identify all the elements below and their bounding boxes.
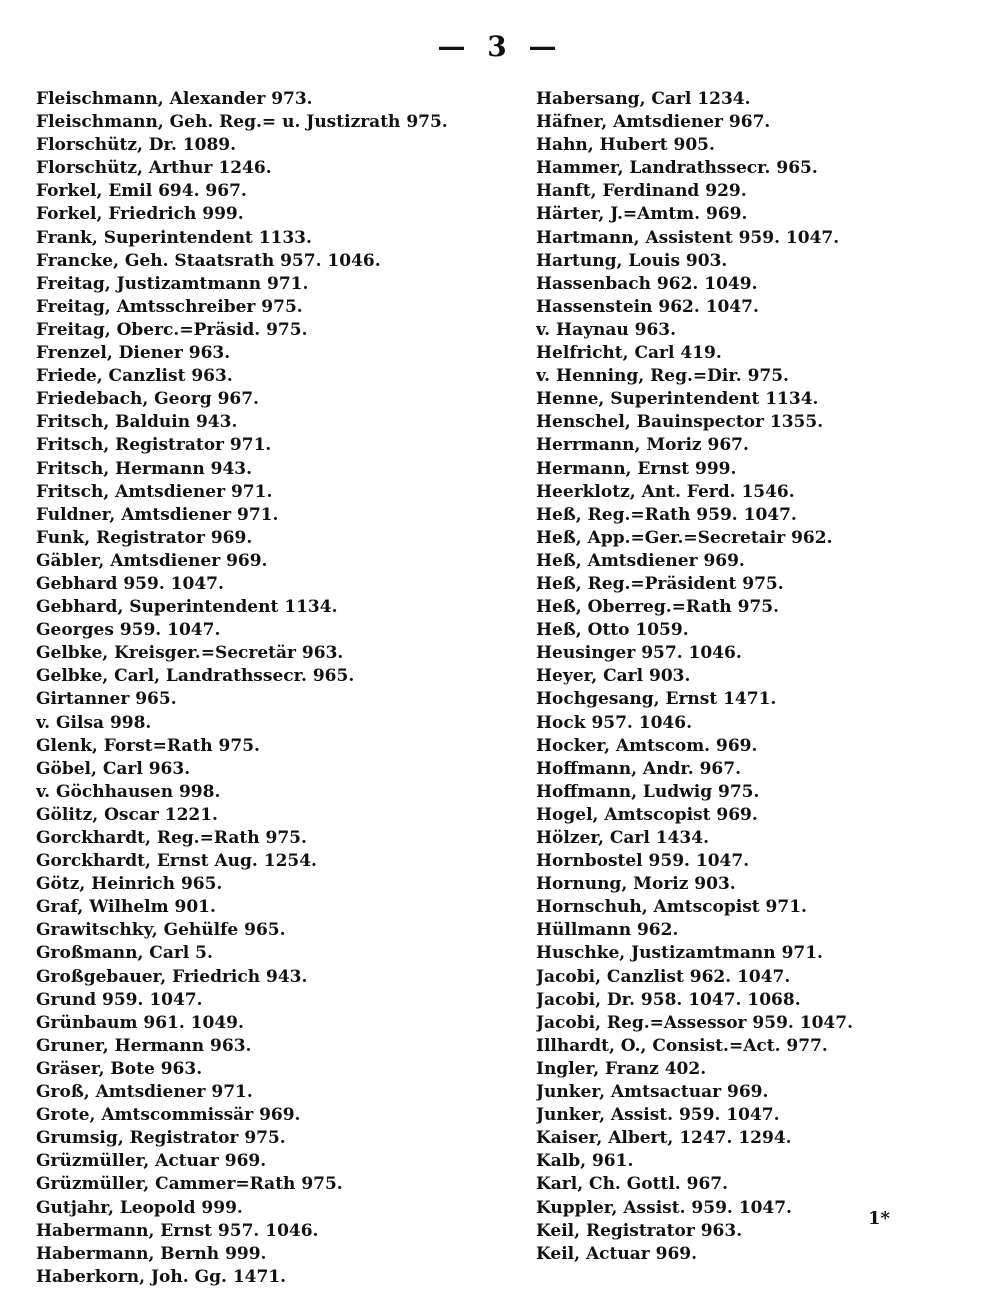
index-entry: Forkel, Friedrich 999. xyxy=(36,204,244,225)
index-entry: Großmann, Carl 5. xyxy=(36,943,213,964)
index-entry: Freitag, Oberc.=Präsid. 975. xyxy=(36,319,308,340)
index-entry: Götz, Heinrich 965. xyxy=(36,874,223,895)
index-entry: Heyer, Carl 903. xyxy=(536,666,691,687)
index-entry: Hammer, Landrathssecr. 965. xyxy=(536,158,818,179)
index-entry: Ingler, Franz 402. xyxy=(536,1058,707,1079)
index-entry: Heß, Oberreg.=Rath 975. xyxy=(536,597,779,618)
index-entry: Gölitz, Oscar 1221. xyxy=(36,804,218,825)
index-entry: Jacobi, Canzlist 962. 1047. xyxy=(536,966,791,987)
index-entry: Groß, Amtsdiener 971. xyxy=(36,1082,253,1103)
index-entry: Kalb, 961. xyxy=(536,1151,634,1172)
index-entry: Hocker, Amtscom. 969. xyxy=(536,735,758,756)
index-entry: Gelbke, Carl, Landrathssecr. 965. xyxy=(36,666,355,687)
index-entry: v. Haynau 963. xyxy=(536,319,677,340)
right-column xyxy=(536,88,1000,1266)
index-entry: Habermann, Ernst 957. 1046. xyxy=(36,1220,319,1241)
index-entry: Hölzer, Carl 1434. xyxy=(536,828,709,848)
index-entry: Gorckhardt, Reg.=Rath 975. xyxy=(36,828,307,848)
index-entry: Gebhard, Superintendent 1134. xyxy=(36,597,338,618)
index-entry: Helfricht, Carl 419. xyxy=(536,343,722,364)
index-entry: Hanft, Ferdinand 929. xyxy=(536,181,747,202)
index-entry: Karl, Ch. Gottl. 967. xyxy=(536,1174,729,1195)
index-entry: Hassenstein 962. 1047. xyxy=(536,296,759,317)
index-entry: Freitag, Justizamtmann 971. xyxy=(36,273,309,294)
index-entry: Heß, Otto 1059. xyxy=(536,620,689,641)
index-entry: Habermann, Bernh 999. xyxy=(36,1243,267,1264)
index-entry: Girtanner 965. xyxy=(36,689,177,710)
index-entry: Gebhard 959. 1047. xyxy=(36,573,224,594)
index-entry: Henschel, Bauinspector 1355. xyxy=(536,412,824,433)
index-entry: Herrmann, Moriz 967. xyxy=(536,435,749,456)
index-entry: Großgebauer, Friedrich 943. xyxy=(36,966,308,987)
index-entry: Härter, J.=Amtm. 969. xyxy=(536,204,748,225)
index-entry: Jacobi, Dr. 958. 1047. 1068. xyxy=(536,989,801,1010)
index-entry: Hartmann, Assistent 959. 1047. xyxy=(536,227,840,248)
index-entry: Grüzmüller, Actuar 969. xyxy=(36,1151,267,1172)
index-entry: Grüzmüller, Cammer=Rath 975. xyxy=(36,1174,343,1195)
index-entry: Heusinger 957. 1046. xyxy=(536,643,742,664)
index-entry: Heß, Reg.=Rath 959. 1047. xyxy=(536,504,797,525)
index-entry: Heß, Reg.=Präsident 975. xyxy=(536,573,784,594)
index-entry: Heerklotz, Ant. Ferd. 1546. xyxy=(536,481,795,502)
index-entry: Frenzel, Diener 963. xyxy=(36,343,231,364)
index-entry: Gelbke, Kreisger.=Secretär 963. xyxy=(36,643,344,664)
index-entry: Heß, Amtsdiener 969. xyxy=(536,550,745,571)
index-entry: Hoffmann, Ludwig 975. xyxy=(536,781,760,802)
index-entry: Habersang, Carl 1234. xyxy=(536,89,751,109)
index-entry: Göbel, Carl 963. xyxy=(36,758,191,779)
index-entry: Hornung, Moriz 903. xyxy=(536,874,736,895)
index-entry: Fleischmann, Alexander 973. xyxy=(36,89,313,109)
index-entry: Heß, App.=Ger.=Secretair 962. xyxy=(536,527,833,548)
index-entry: Hornbostel 959. 1047. xyxy=(536,851,750,872)
index-entry: Fleischmann, Geh. Reg.= u. Justizrath 975. xyxy=(36,112,448,133)
index-entry: Forkel, Emil 694. 967. xyxy=(36,181,247,202)
index-entry: Grawitschky, Gehülfe 965. xyxy=(36,920,286,941)
index-entry: Kuppler, Assist. 959. 1047. xyxy=(536,1197,792,1218)
index-entry: Junker, Amtsactuar 969. xyxy=(536,1082,769,1103)
index-entry: Hermann, Ernst 999. xyxy=(536,458,737,479)
index-entry: Glenk, Forst=Rath 975. xyxy=(36,735,260,756)
index-entry: Hartung, Louis 903. xyxy=(536,250,728,271)
index-entry: Frank, Superintendent 1133. xyxy=(36,227,312,248)
index-entry: Fritsch, Amtsdiener 971. xyxy=(36,481,273,502)
index-entry: Fritsch, Balduin 943. xyxy=(36,412,238,433)
signature-mark: 1* xyxy=(868,1208,890,1229)
index-entry: Hogel, Amtscopist 969. xyxy=(536,804,758,825)
index-entry: Keil, Actuar 969. xyxy=(536,1243,698,1264)
index-entry: Hüllmann 962. xyxy=(536,920,679,941)
index-entry: Florschütz, Dr. 1089. xyxy=(36,135,237,156)
index-entry: Fritsch, Registrator 971. xyxy=(36,435,272,456)
index-entry: Hornschuh, Amtscopist 971. xyxy=(536,897,807,918)
index-entry: Haberkorn, Joh. Gg. 1471. xyxy=(36,1266,287,1287)
index-entry: Grund 959. 1047. xyxy=(36,989,203,1010)
index-entry: Illhardt, O., Consist.=Act. 977. xyxy=(536,1035,828,1056)
index-entry: Fuldner, Amtsdiener 971. xyxy=(36,504,279,525)
index-entry: Freitag, Amtsschreiber 975. xyxy=(36,296,303,317)
index-entry: Hahn, Hubert 905. xyxy=(536,135,715,156)
index-entry: Hassenbach 962. 1049. xyxy=(536,273,758,294)
page-number: — 3 — xyxy=(437,30,563,63)
index-entry: Francke, Geh. Staatsrath 957. 1046. xyxy=(36,250,381,271)
index-entry: Hochgesang, Ernst 1471. xyxy=(536,689,777,710)
index-entry: Grünbaum 961. 1049. xyxy=(36,1012,244,1033)
index-entry: Gäbler, Amtsdiener 969. xyxy=(36,550,268,571)
index-entry: Gruner, Hermann 963. xyxy=(36,1035,252,1056)
index-entry: Kaiser, Albert, 1247. 1294. xyxy=(536,1128,792,1149)
index-entry: v. Göchhausen 998. xyxy=(36,781,221,802)
index-entry: Häfner, Amtsdiener 967. xyxy=(536,112,771,133)
index-entry: Florschütz, Arthur 1246. xyxy=(36,158,272,179)
left-column xyxy=(36,88,506,1289)
index-entry: Hock 957. 1046. xyxy=(536,712,693,733)
index-entry: Grumsig, Registrator 975. xyxy=(36,1128,286,1149)
index-entry: Hoffmann, Andr. 967. xyxy=(536,758,741,779)
index-entry: v. Henning, Reg.=Dir. 975. xyxy=(536,366,789,387)
index-entry: Gräser, Bote 963. xyxy=(36,1058,203,1079)
index-entry: Gutjahr, Leopold 999. xyxy=(36,1197,243,1218)
index-entry: Huschke, Justizamtmann 971. xyxy=(536,943,823,964)
index-entry: Junker, Assist. 959. 1047. xyxy=(536,1105,780,1126)
index-entry: Grote, Amtscommissär 969. xyxy=(36,1105,301,1126)
index-entry: Henne, Superintendent 1134. xyxy=(536,389,819,410)
index-entry: Graf, Wilhelm 901. xyxy=(36,897,216,918)
index-entry: Friede, Canzlist 963. xyxy=(36,366,233,387)
index-entry: Georges 959. 1047. xyxy=(36,620,221,641)
index-entry: Friedebach, Georg 967. xyxy=(36,389,259,410)
index-entry: Gorckhardt, Ernst Aug. 1254. xyxy=(36,851,317,872)
index-entry: Keil, Registrator 963. xyxy=(536,1220,743,1241)
index-entry: Fritsch, Hermann 943. xyxy=(36,458,253,479)
index-entry: Funk, Registrator 969. xyxy=(36,527,253,548)
index-entry: v. Gilsa 998. xyxy=(36,712,152,733)
index-entry: Jacobi, Reg.=Assessor 959. 1047. xyxy=(536,1012,853,1033)
